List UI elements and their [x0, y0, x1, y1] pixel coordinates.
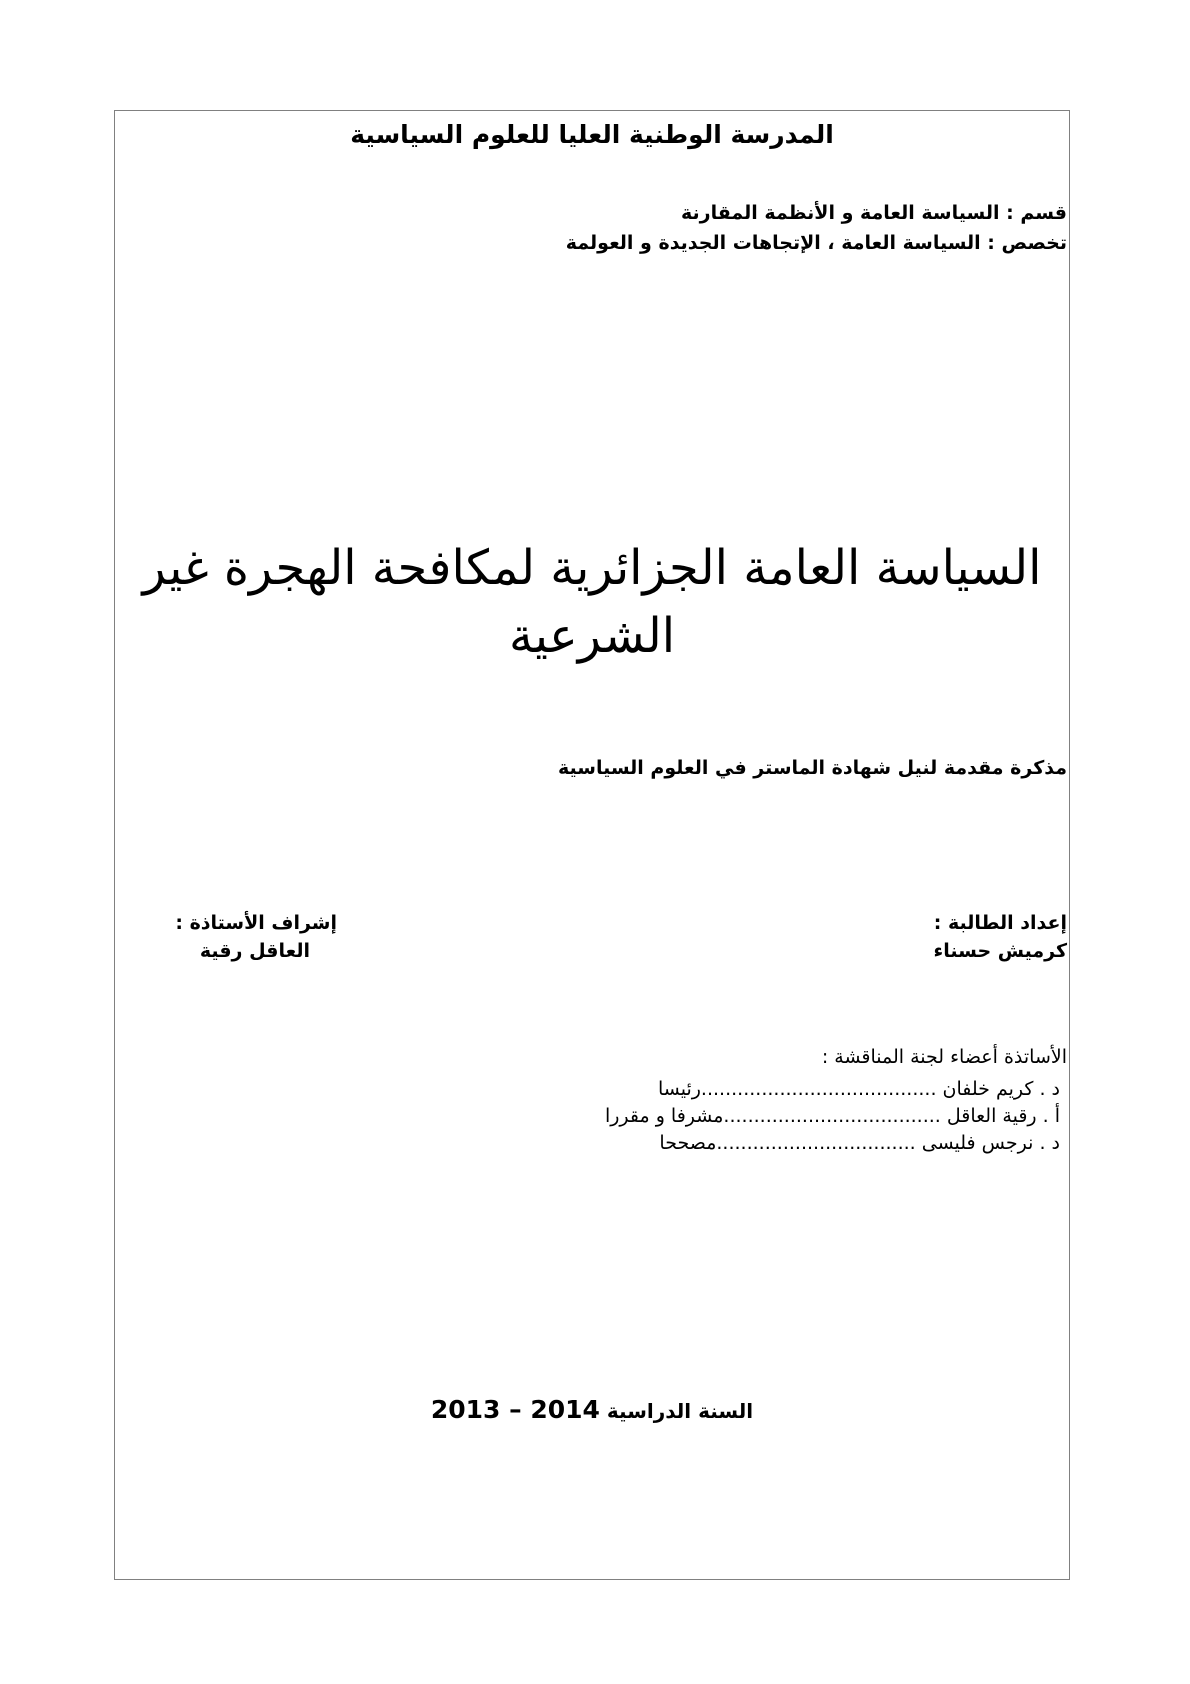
student-name: كرميش حسناء: [933, 940, 1067, 962]
specialty: تخصص : السياسة العامة ، الإتجاهات الجديدة و العولمة: [565, 232, 1067, 254]
prepared-by-label: إعداد الطالبة :: [933, 912, 1067, 934]
memo-description: مذكرة مقدمة لنيل شهادة الماستر في العلوم السياسية: [557, 757, 1067, 779]
department: قسم : السياسة العامة و الأنظمة المقارنة: [681, 202, 1067, 224]
supervisor-label: إشراف الأستاذة :: [175, 912, 337, 934]
academic-year: [114, 1395, 1070, 1424]
academic-year-label: السنة الدراسية: [606, 1399, 754, 1423]
jury-title: الأساتذة أعضاء لجنة المناقشة :: [821, 1046, 1067, 1068]
academic-year-value: 2013 – 2014: [430, 1395, 600, 1424]
jury-member-president: د . كريم خلفان .......................................رئيسا: [658, 1078, 1060, 1100]
page-frame: [114, 110, 1070, 1580]
jury-member-supervisor: أ . رقية العاقل ....................................مشرفا و مقررا: [604, 1105, 1060, 1127]
school-name: المدرسة الوطنية العليا للعلوم السياسية: [350, 120, 834, 149]
jury-member-examiner: د . نرجس فليسى .................................مصححا: [659, 1132, 1060, 1154]
thesis-title-line-2: الشرعية: [508, 608, 676, 664]
supervisor-name: العاقل رقية: [199, 940, 310, 962]
thesis-title-line-1: السياسة العامة الجزائرية لمكافحة الهجرة غير: [142, 540, 1042, 596]
